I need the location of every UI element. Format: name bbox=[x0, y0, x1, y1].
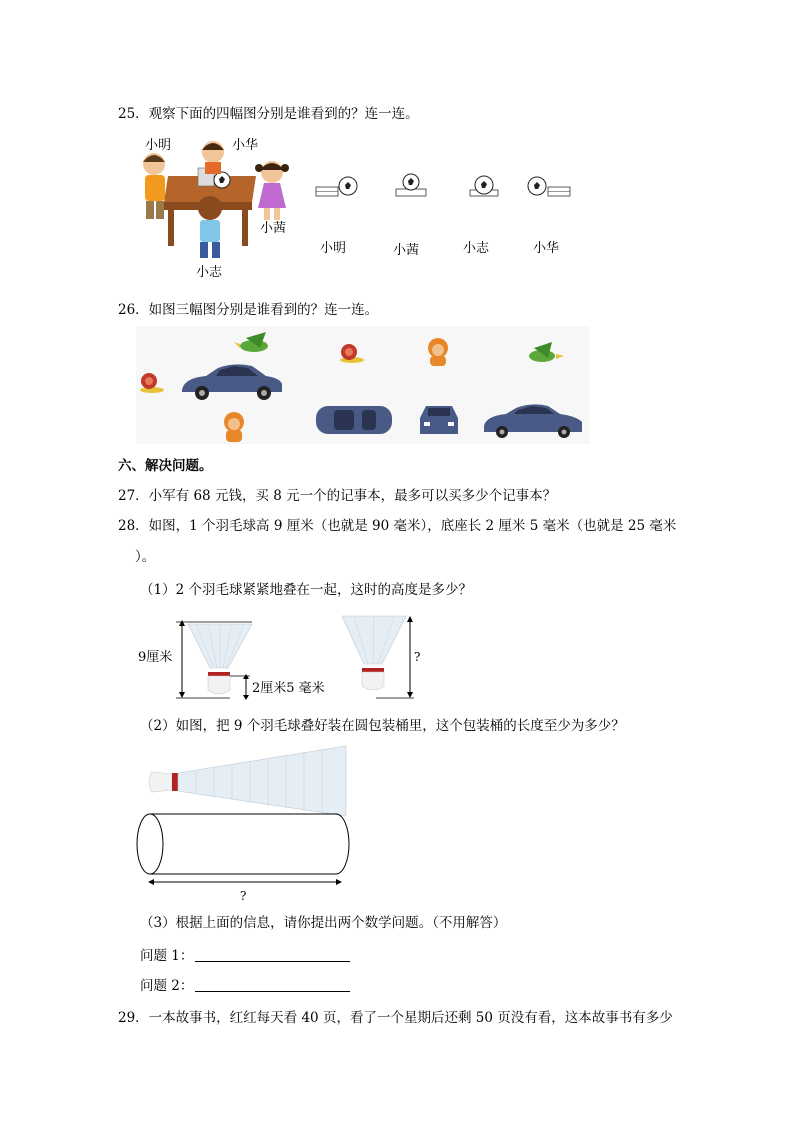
height-label: 9厘米 bbox=[138, 650, 173, 665]
question-26-text: 26．如图三幅图分别是谁看到的？连一连。 bbox=[118, 302, 379, 318]
shuttlecock-icon bbox=[188, 624, 252, 694]
shuttlecock-diagram bbox=[136, 612, 420, 702]
view-label-4: 小华 bbox=[533, 241, 560, 256]
view-1-icon bbox=[316, 177, 357, 196]
label-xiaohua: 小华 bbox=[232, 138, 259, 153]
answer-blank-2[interactable] bbox=[195, 977, 350, 992]
tube-diagram bbox=[136, 740, 354, 906]
monkey-icon-2 bbox=[428, 338, 448, 366]
question-25-figure bbox=[136, 130, 576, 282]
monkey-icon bbox=[224, 412, 244, 442]
front-view-car-icon bbox=[420, 406, 458, 434]
question-28-part-3: （3）根据上面的信息，请你提出两个数学问题。（不用解答） bbox=[140, 915, 507, 931]
answer-label-1: 问题 1： bbox=[140, 948, 194, 964]
xiaoming-figure-icon bbox=[143, 153, 165, 219]
question-25-text: 25．观察下面的四幅图分别是谁看到的？连一连。 bbox=[118, 106, 419, 122]
tube-figure bbox=[136, 740, 354, 906]
top-view-car-icon bbox=[316, 406, 392, 434]
shuttlecock-row-icon bbox=[149, 746, 346, 816]
answer-line-2 bbox=[140, 976, 350, 996]
car-scene bbox=[136, 326, 590, 444]
view-4-icon bbox=[528, 177, 570, 196]
stacked-shuttlecock-icon bbox=[342, 616, 406, 690]
question-28-part-2: （2）如图，把 9 个羽毛球叠好装在圆包装桶里，这个包装桶的长度至少为多少？ bbox=[140, 718, 625, 734]
shuttlecock-height-figure bbox=[136, 612, 420, 702]
answer-label-2: 问题 2： bbox=[140, 978, 194, 994]
xiaoxi-figure-icon bbox=[255, 161, 289, 220]
label-xiaoming: 小明 bbox=[145, 138, 172, 153]
label-xiaozhi: 小志 bbox=[196, 265, 223, 280]
view-3-icon bbox=[470, 176, 498, 196]
answer-line-1 bbox=[140, 946, 350, 966]
observation-scene bbox=[136, 130, 576, 282]
question-28-line-1: 28．如图，1 个羽毛球高 9 厘米（也就是 90 毫米），底座长 2 厘米 5 毫米（也就是 25 毫米 bbox=[118, 518, 677, 534]
base-label: 2厘米5 毫米 bbox=[252, 681, 325, 696]
section-6-heading: 六、解决问题。 bbox=[118, 458, 213, 474]
view-label-3: 小志 bbox=[463, 241, 490, 256]
tube-icon bbox=[137, 814, 349, 874]
view-label-1: 小明 bbox=[320, 241, 347, 256]
view-label-2: 小茜 bbox=[393, 243, 420, 258]
xiaohua-figure-icon bbox=[202, 141, 224, 174]
question-28-part-1: （1）2 个羽毛球紧紧地叠在一起，这时的高度是多少？ bbox=[140, 582, 472, 598]
question-27-text: 27．小军有 68 元钱，买 8 元一个的记事本，最多可以买多少个记事本？ bbox=[118, 488, 557, 504]
answer-blank-1[interactable] bbox=[195, 947, 350, 962]
question-28-line-2: ）。 bbox=[135, 549, 156, 565]
xiaozhi-figure-icon bbox=[198, 196, 222, 258]
view-2-icon bbox=[396, 174, 426, 196]
tube-length-question: ? bbox=[240, 889, 247, 903]
stack-height-question: ? bbox=[414, 650, 420, 664]
question-29-text: 29．一本故事书，红红每天看 40 页，看了一个星期后还剩 50 页没有看，这本故事书有多少 bbox=[118, 1010, 673, 1026]
label-xiaoxi: 小茜 bbox=[260, 221, 287, 236]
question-26-figure bbox=[136, 326, 590, 444]
